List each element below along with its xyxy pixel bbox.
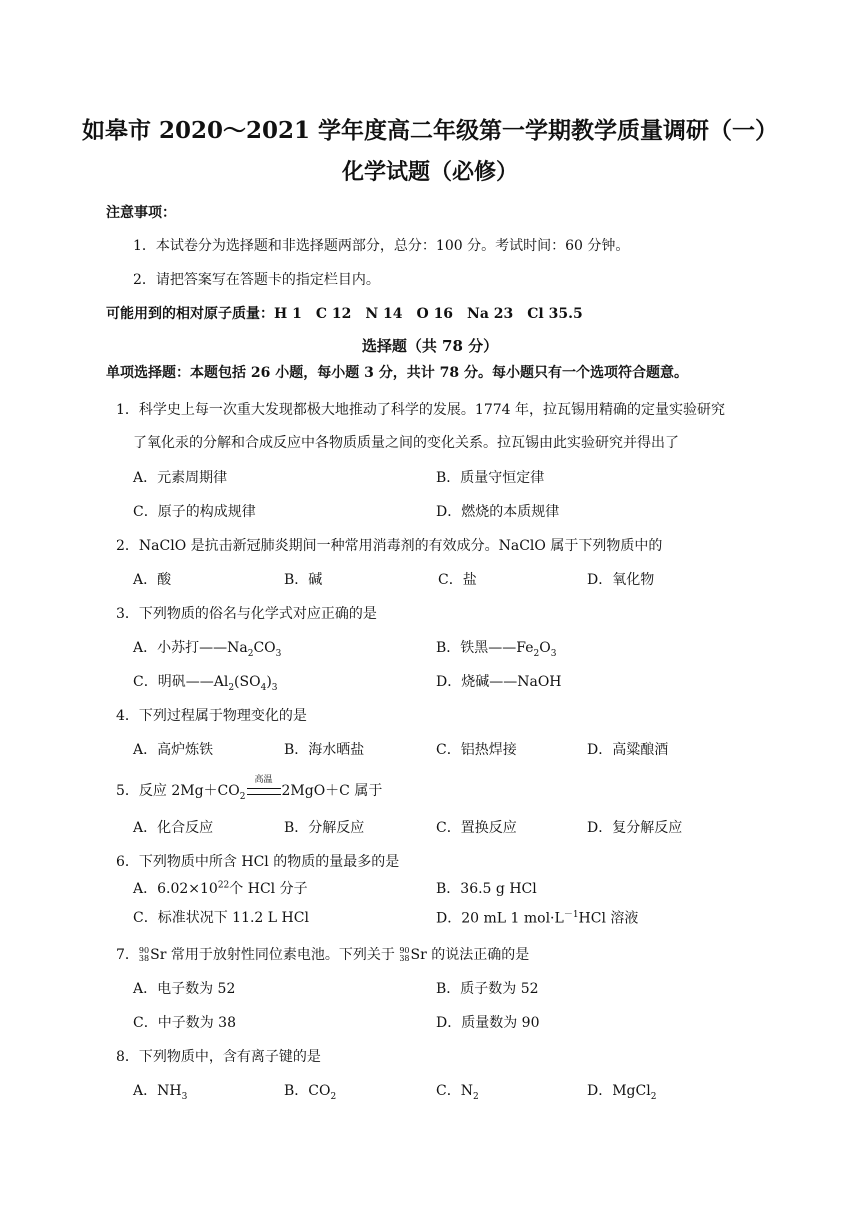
section-description: 单项选择题：本题包括 26 小题，每小题 3 分，共计 78 分。每小题只有一个选项符合题意。 (106, 365, 688, 381)
question-1-stem-line-2: 了氧化汞的分解和合成反应中各物质质量之间的变化关系。拉瓦锡由此实验研究并得出了 (133, 435, 679, 451)
question-5-option-b: B．分解反应 (284, 820, 365, 836)
question-6-option-d: D．20 mL 1 $mol\cdot L^{-1}HCl$ 溶液 (436, 910, 639, 927)
question-4-option-a: A．高炉炼铁 (133, 742, 214, 758)
question-4-option-d: D．高粱酿酒 (587, 742, 669, 758)
question-3-stem: 3．下列物质的俗名与化学式对应正确的是 (116, 606, 377, 622)
question-1-option-a: A．元素周期律 (133, 470, 228, 486)
question-3-option-a: A．小苏打$——Na_2CO_3$ (133, 640, 282, 659)
question-6-option-b: B．36.5 g HCl (436, 881, 537, 897)
question-6-option-a: A．$6.02\times 10^{22}$个 HCl 分子 (133, 880, 308, 897)
question-5-option-c: C．置换反应 (436, 820, 517, 836)
question-5-option-d: D．复分解反应 (587, 820, 683, 836)
question-7-option-d: D．质量数为 90 (436, 1015, 540, 1031)
question-1-option-c: C．原子的构成规律 (133, 504, 256, 520)
question-5-stem: 5．反应 $2Mg+CO_2$ 高温 2MgO＋C 属于 (116, 775, 383, 802)
question-2-option-b: B．碱 (284, 572, 323, 588)
question-1-option-d: D．燃烧的本质规律 (436, 504, 560, 520)
question-2-option-d: D．氧化物 (587, 572, 655, 588)
question-3-option-d: D．烧碱——NaOH (436, 674, 562, 690)
question-6-stem: 6．下列物质中所含 HCl 的物质的量最多的是 (116, 854, 400, 870)
question-8-option-c: C．$N_2$ (436, 1083, 479, 1102)
question-3-option-c: C．明矾$——Al_2(SO_4)_3$ (133, 674, 278, 693)
section-title: 选择题（共 78 分） (361, 337, 499, 355)
question-1-stem-line-1: 1．科学史上每一次重大发现都极大地推动了科学的发展。1774 年，拉瓦锡用精确的定量实验研究 (116, 402, 725, 418)
notice-item-2: 2．请把答案写在答题卡的指定栏目内。 (133, 272, 380, 288)
question-8-option-d: D．MgCl$_2$ (587, 1083, 657, 1102)
question-4-option-b: B．海水晒盐 (284, 742, 365, 758)
question-2-option-c: C．盐 (438, 572, 477, 588)
question-7-option-c: C．中子数为 38 (133, 1015, 236, 1031)
atomic-mass-line: 可能用到的相对原子质量：H 1 C 12 N 14 O 16 Na 23 Cl 35.5 (106, 306, 583, 322)
exam-subtitle: 化学试题（必修） (341, 159, 518, 185)
question-4-option-c: C．铝热焊接 (436, 742, 517, 758)
question-2-option-a: A．酸 (133, 572, 172, 588)
isotope-notation: 90 38 (138, 946, 150, 963)
notice-item-1: 1．本试卷分为选择题和非选择题两部分，总分：100 分。考试时间：60 分钟。 (133, 238, 630, 254)
question-6-option-c: C．标准状况下 11.2 L HCl (133, 910, 309, 926)
question-4-stem: 4．下列过程属于物理变化的是 (116, 708, 307, 724)
question-7-option-b: B．质子数为 52 (436, 981, 539, 997)
isotope-notation: 90 38 (399, 946, 410, 963)
question-3-option-b: B．铁黑$——Fe_2O_3$ (436, 640, 557, 659)
question-8-option-b: B．$CO_2$ (284, 1083, 337, 1102)
question-2-stem: 2．NaClO 是抗击新冠肺炎期间一种常用消毒剂的有效成分。NaClO 属于下列物质中的 (116, 538, 663, 554)
exam-title: 如皋市 2020～2021 学年度高二年级第一学期教学质量调研（一） (81, 117, 779, 144)
question-7-option-a: A．电子数为 52 (133, 981, 236, 997)
notice-heading: 注意事项： (106, 205, 176, 221)
question-5-option-a: A．化合反应 (133, 820, 214, 836)
question-8-option-a: A．$NH_3$ (133, 1083, 188, 1102)
question-7-stem: 7．90 38Sr 常用于放射性同位素电池。下列关于 90 38Sr 的说法正确的是 (116, 946, 530, 963)
question-8-stem: 8．下列物质中，含有离子键的是 (116, 1049, 321, 1065)
question-1-option-b: B．质量守恒定律 (436, 470, 545, 486)
reaction-condition: 高温 (246, 783, 282, 799)
